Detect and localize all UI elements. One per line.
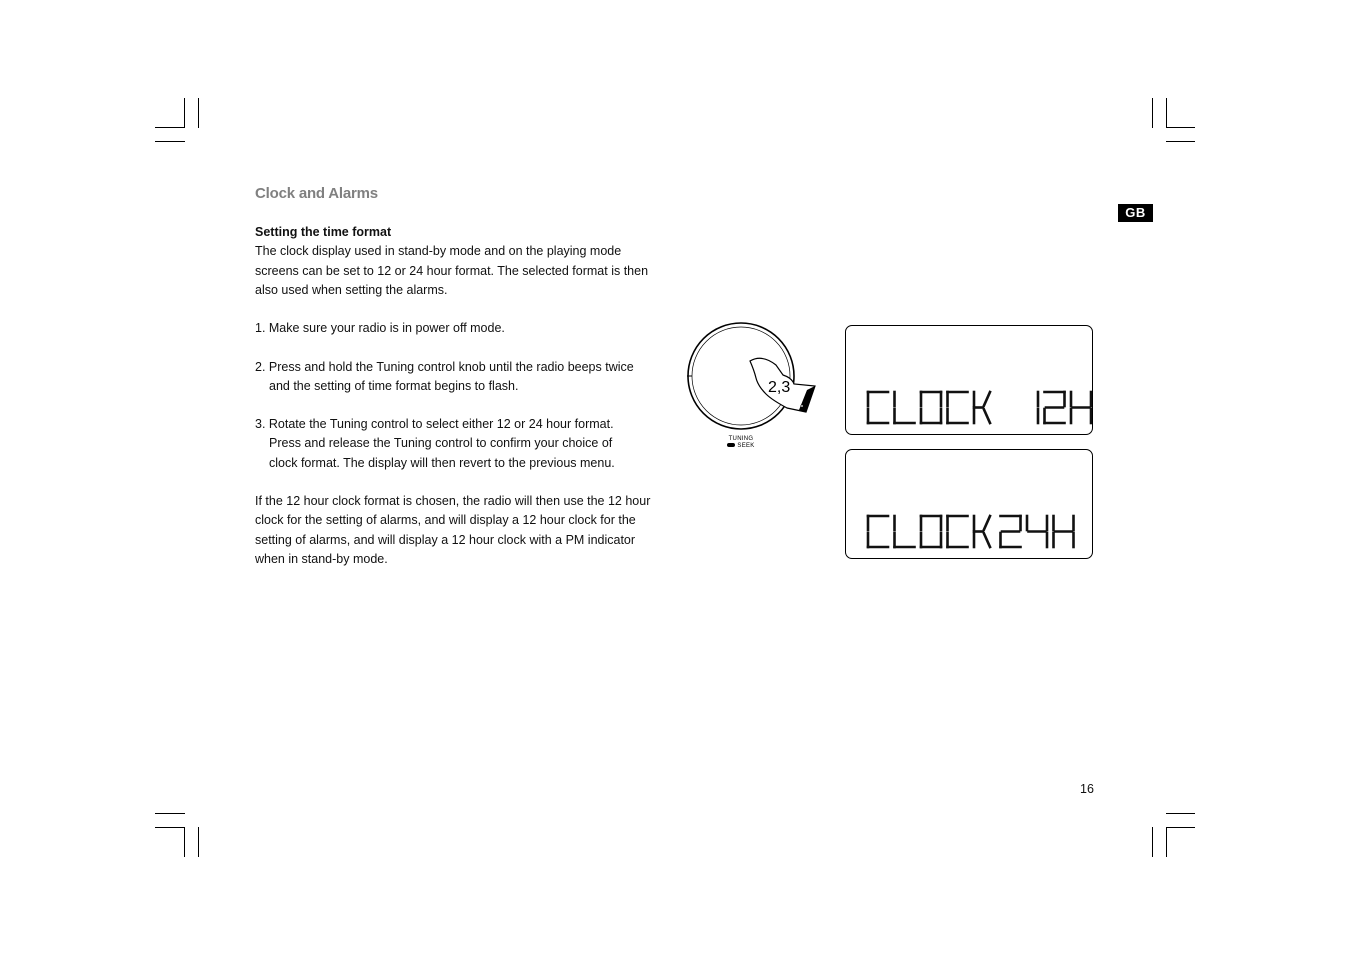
lcd-character xyxy=(921,392,941,423)
step-1 xyxy=(255,319,675,338)
crop-mark xyxy=(1166,813,1195,814)
page-number: 16 xyxy=(1080,782,1094,796)
step-line: clock format. The display will then revert to the previous menu. xyxy=(269,455,615,470)
note-line: when in stand-by mode. xyxy=(255,551,388,566)
lcd-text xyxy=(868,516,1074,547)
crop-mark xyxy=(1166,827,1195,828)
lcd-text xyxy=(868,392,1091,423)
crop-mark xyxy=(198,827,199,857)
crop-mark xyxy=(1166,827,1167,857)
knob-label xyxy=(715,436,767,450)
crop-mark xyxy=(155,127,185,128)
lcd-display-24h xyxy=(845,449,1093,559)
crop-mark xyxy=(1166,98,1167,128)
lcd-character xyxy=(948,516,968,547)
crop-mark xyxy=(155,827,185,828)
crop-mark xyxy=(184,827,185,857)
lcd-character xyxy=(948,392,968,423)
crop-mark xyxy=(1152,98,1153,128)
lcd-character xyxy=(1001,516,1021,547)
lcd-character xyxy=(895,516,915,547)
note-line: clock for the setting of alarms, and will display a 12 hour clock for the xyxy=(255,513,636,528)
lcd-character xyxy=(974,516,990,547)
lcd-character xyxy=(1027,516,1047,547)
lcd-character xyxy=(921,516,941,547)
crop-mark xyxy=(1152,827,1153,857)
step-line: Press and release the Tuning control to confirm your choice of xyxy=(269,436,613,451)
tuning-knob-illustration xyxy=(684,320,824,450)
intro-line: also used when setting the alarms. xyxy=(255,282,448,297)
crop-mark xyxy=(155,141,185,142)
crop-mark xyxy=(1166,141,1195,142)
lcd-character xyxy=(868,392,888,423)
tuning-label: TUNING xyxy=(728,436,754,442)
lcd-character xyxy=(895,392,915,423)
step-line: 2. Press and hold the Tuning control knob until the radio beeps twice xyxy=(255,360,634,374)
lcd-character xyxy=(1054,516,1074,547)
instructions xyxy=(255,223,675,300)
note-line: setting of alarms, and will display a 12 hour clock with a PM indicator xyxy=(255,532,636,547)
note xyxy=(255,492,675,569)
lcd-display-12h xyxy=(845,325,1093,435)
step-line: 1. Make sure your radio is in power off mode. xyxy=(255,321,505,335)
step-line: 3. Rotate the Tuning control to select either 12 or 24 hour format. xyxy=(255,417,614,431)
crop-mark xyxy=(1166,127,1195,128)
section-title: Clock and Alarms xyxy=(255,185,378,202)
lcd-character xyxy=(974,392,990,423)
crop-mark xyxy=(184,98,185,128)
lcd-character xyxy=(1071,392,1091,423)
lcd-character xyxy=(1045,392,1065,423)
step-callout: 2,3 xyxy=(768,379,791,396)
intro-line: screens can be set to 12 or 24 hour format. The selected format is then xyxy=(255,263,649,278)
subsection-title: Setting the time format xyxy=(255,225,392,239)
language-badge: GB xyxy=(1118,204,1153,222)
lcd-character xyxy=(868,516,888,547)
step-2 xyxy=(255,358,675,397)
step-line: and the setting of time format begins to flash. xyxy=(269,379,519,394)
seek-icon xyxy=(727,443,735,447)
note-line: If the 12 hour clock format is chosen, the radio will then use the 12 hour xyxy=(255,494,651,508)
seek-label: SEEK xyxy=(715,443,767,450)
intro-line: The clock display used in stand-by mode and on the playing mode xyxy=(255,244,622,259)
crop-mark xyxy=(198,98,199,128)
step-3 xyxy=(255,415,675,473)
crop-mark xyxy=(155,813,185,814)
